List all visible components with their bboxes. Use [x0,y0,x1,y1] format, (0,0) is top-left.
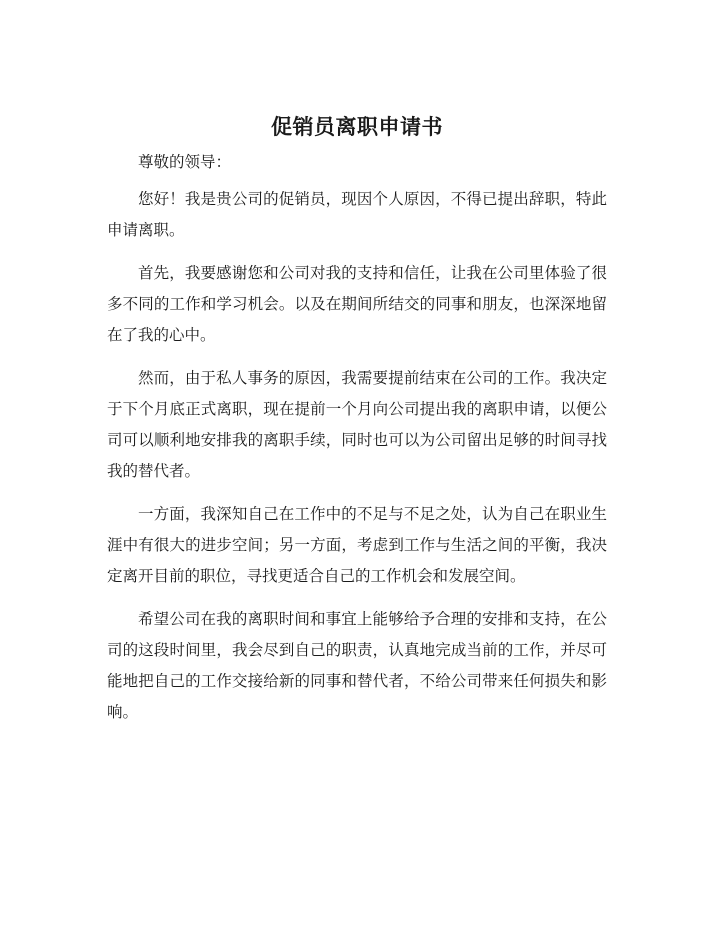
paragraph-reason: 然而，由于私人事务的原因，我需要提前结束在公司的工作。我决定于下个月底正式离职，现在提前一个月向公司提出我的离职申请，以便公司可以顺利地安排我的离职手续，同时也可以为公司留出足够的时间寻找我的替代者。 [107,369,607,480]
salutation: 尊敬的领导： [138,153,232,171]
letter-body [107,110,607,740]
paragraph-greeting: 您好！我是贵公司的促销员，现因个人原因，不得已提出辞职，特此申请离职。 [107,190,607,239]
paragraph-closing: 希望公司在我的离职时间和事宜上能够给予合理的安排和支持，在公司的这段时间里，我会尽到自己的职责，认真地完成当前的工作，并尽可能地把自己的工作交接给新的同事和替代者，不给公司带来任何损失和影响。 [107,610,607,721]
document-title: 促销员离职申请书 [271,114,443,139]
paragraph-thanks: 首先，我要感谢您和公司对我的支持和信任，让我在公司里体验了很多不同的工作和学习机会。以及在期间所结交的同事和朋友，也深深地留在了我的心中。 [107,264,607,344]
paragraph-reflection: 一方面，我深知自己在工作中的不足与不足之处，认为自己在职业生涯中有很大的进步空间；另一方面，考虑到工作与生活之间的平衡，我决定离开目前的职位，寻找更适合自己的工作机会和发展空间。 [107,505,607,585]
